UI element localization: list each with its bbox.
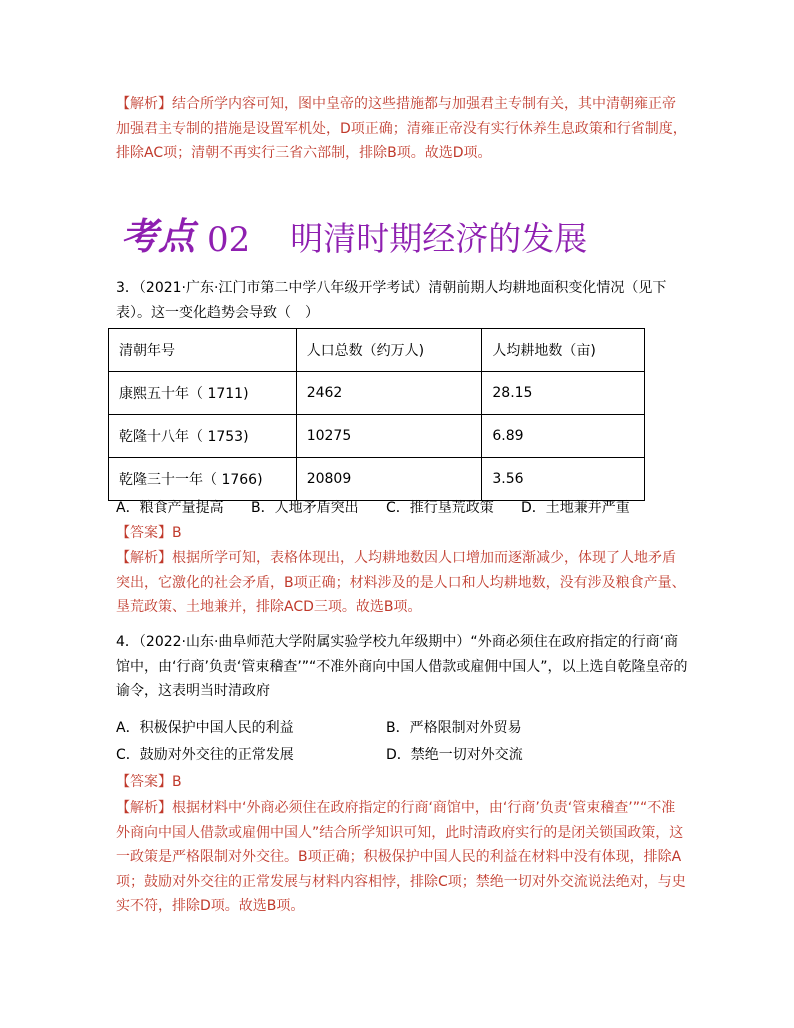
analysis-text: 根据材料中‘外商必须住在政府指定的行商‘商馆中，由‘行商’负责‘管束稽查’”“不准外商向中国人借款或雇佣中国人”结合所学知识可知，此时清政府实行的是闭关锁国政策，这一政策是严格限制对外交往。B项正确；积极保护中国人民的利益在材料中没有体现，排除A项；鼓励对外交往的正常发展与材料内容相悖，排除C项；禁绝一切对外交流说法绝对，与史实不符，排除D项。故选B项。 (116, 800, 686, 914)
analysis-paragraph-top (116, 92, 688, 166)
question-4-options-row-2 (116, 743, 523, 767)
option-d: D．土地兼并严重 (521, 500, 630, 516)
table-cell: 2462 (296, 372, 482, 415)
table-cell: 乾隆十八年（ 1753) (109, 415, 297, 458)
analysis-text: 根据所学可知，表格体现出，人均耕地数因人口增加而逐渐减少，体现了人地矛盾突出，它激化的社会矛盾，B项正确；材料涉及的是人口和人均耕地数，没有涉及粮食产量、垦荒政策、土地兼并，排除ACD三项。故选B项。 (116, 550, 686, 615)
section-heading (121, 200, 587, 260)
answer-value: B (172, 525, 182, 541)
table-cell: 20809 (296, 458, 482, 501)
analysis-label: 【解析】 (116, 96, 172, 112)
table-row (109, 458, 645, 501)
analysis-label: 【解析】 (116, 550, 172, 566)
table-row (109, 415, 645, 458)
question-4-stem: 4．（2022·山东·曲阜师范大学附属实验学校九年级期中）“外商必须住在政府指定的行商‘商馆中，由‘行商’负责‘管束稽查’”“不准外商向中国人借款或雇佣中国人”，以上选自乾隆皇帝的谕令，这表明当时清政府 (116, 634, 688, 699)
section-prefix: 考点 (121, 215, 195, 258)
answer-value: B (172, 774, 182, 790)
population-table (108, 328, 645, 501)
table-cell: 康熙五十年（ 1711) (109, 372, 297, 415)
section-number: 02 (207, 220, 251, 260)
option-c: C．推行垦荒政策 (386, 500, 494, 516)
question-3-stem: 3．（2021·广东·江门市第二中学八年级开学考试）清朝前期人均耕地面积变化情况（见下表）。这一变化趋势会导致（ ） (116, 280, 667, 321)
answer-label: 【答案】 (116, 525, 172, 541)
table-cell: 3.56 (482, 458, 645, 501)
option-c: C．鼓励对外交往的正常发展 (116, 747, 294, 763)
question-3-options (116, 496, 630, 520)
table-header-cell: 清朝年号 (109, 329, 297, 372)
analysis-label: 【解析】 (116, 800, 172, 816)
section-title: 明清时期经济的发展 (290, 219, 588, 258)
table-header-row (109, 329, 645, 372)
question-4-options-row-1 (116, 716, 522, 740)
table-header-cell: 人口总数（约万人) (296, 329, 482, 372)
question-3-answer (116, 521, 688, 546)
question-4-answer (116, 770, 688, 795)
table-header-cell: 人均耕地数（亩) (482, 329, 645, 372)
question-4-analysis (116, 796, 688, 919)
table-cell: 10275 (296, 415, 482, 458)
option-a: A．积极保护中国人民的利益 (116, 720, 294, 736)
table-cell: 6.89 (482, 415, 645, 458)
table-cell: 乾隆三十一年（ 1766) (109, 458, 297, 501)
table-row (109, 372, 645, 415)
option-b: B．人地矛盾突出 (251, 500, 359, 516)
option-a: A．粮食产量提高 (116, 500, 224, 516)
answer-label: 【答案】 (116, 774, 172, 790)
analysis-text: 结合所学内容可知，图中皇帝的这些措施都与加强君主专制有关，其中清朝雍正帝加强君主专制的措施是设置军机处，D项正确；清雍正帝没有实行休养生息政策和行省制度，排除AC项；清朝不再实行三省六部制，排除B项。故选D项。 (116, 96, 687, 161)
option-b: B．严格限制对外贸易 (386, 720, 522, 736)
question-3-analysis (116, 546, 688, 620)
table-cell: 28.15 (482, 372, 645, 415)
option-d: D．禁绝一切对外交流 (386, 747, 523, 763)
